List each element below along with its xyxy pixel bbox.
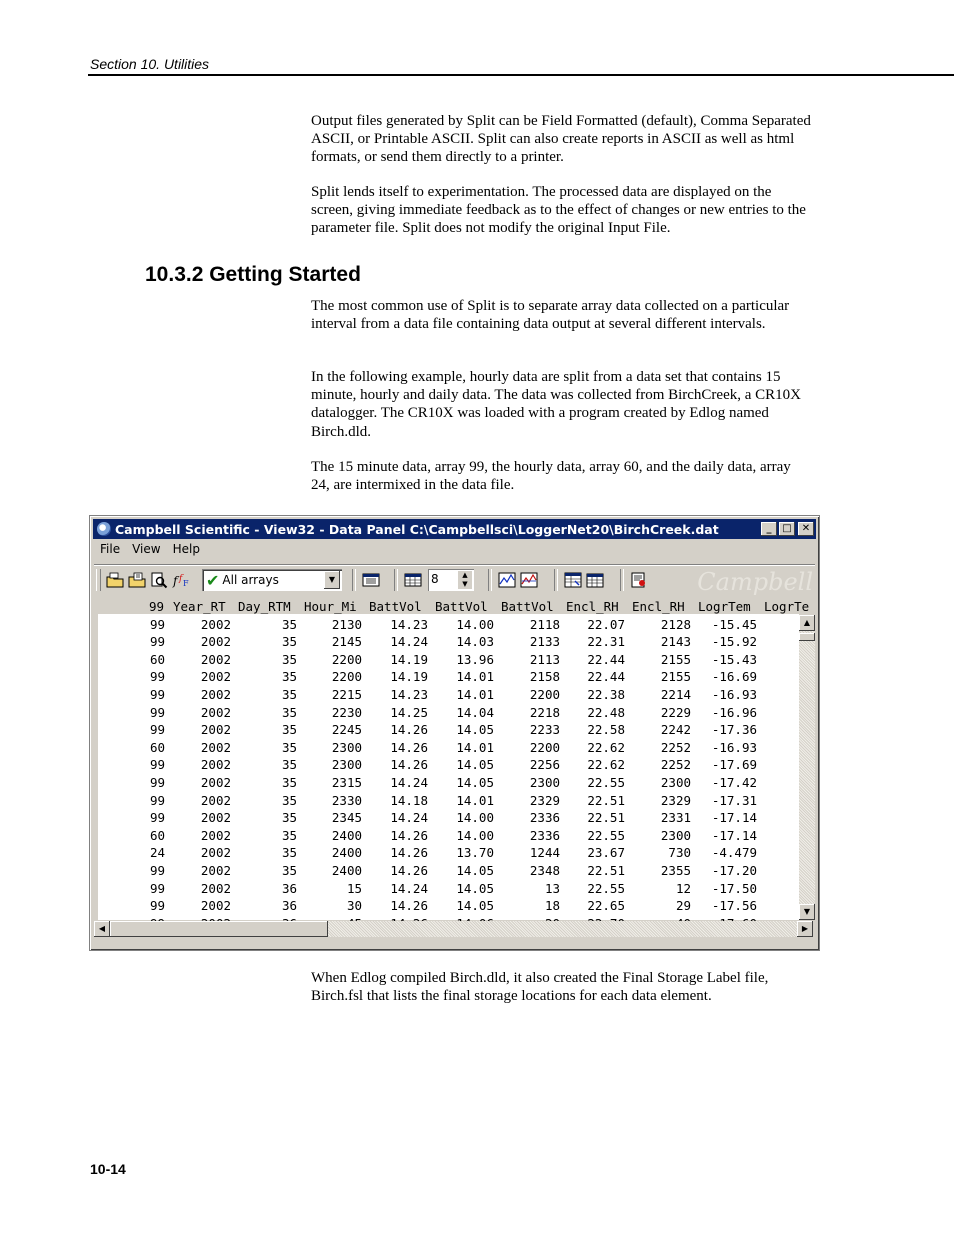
- table-cell: 99: [149, 616, 165, 632]
- table-cell: 99: [149, 686, 165, 702]
- table-cell: 2002: [200, 722, 231, 738]
- table-cell: 14.26: [390, 722, 428, 738]
- table-cell: -15.45: [711, 616, 757, 632]
- table-cell: 14.26: [390, 845, 428, 861]
- table-cell: 13.96: [456, 651, 494, 667]
- table-cell: 14.05: [456, 862, 494, 878]
- table-cell: 2400: [331, 862, 362, 878]
- watermark: Campbell: [697, 568, 813, 596]
- function-icon[interactable]: [170, 570, 192, 590]
- table-cell: 22.55: [587, 774, 625, 790]
- table-cell: 35: [281, 862, 297, 878]
- section-heading: 10.3.2 Getting Started: [145, 263, 361, 286]
- table-cell: 2002: [200, 774, 231, 790]
- table-cell: 35: [281, 845, 297, 861]
- column-header[interactable]: Encl_RH: [566, 599, 619, 614]
- table-row: [98, 739, 799, 757]
- table-cell: 2002: [200, 862, 231, 878]
- table-cell: 30: [346, 898, 362, 914]
- toolbar-grip[interactable]: [96, 569, 101, 591]
- table-cell: 99: [149, 757, 165, 773]
- table-cell: 2329: [660, 792, 691, 808]
- table-row: [98, 651, 799, 669]
- table-cell: 2233: [529, 722, 560, 738]
- table-cell: 2245: [331, 722, 362, 738]
- column-header[interactable]: LogrTe: [764, 599, 810, 614]
- table-cell: 35: [281, 757, 297, 773]
- table-row: [98, 880, 799, 898]
- horizontal-scroll-thumb[interactable]: [110, 921, 328, 937]
- table-cell: 2331: [660, 810, 691, 826]
- column-header[interactable]: BattVol: [501, 599, 554, 614]
- table-cell: 2345: [331, 810, 362, 826]
- report-icon[interactable]: [628, 570, 650, 590]
- table-cell: 99: [149, 792, 165, 808]
- table-cell: 2300: [529, 774, 560, 790]
- table-cell: 35: [281, 616, 297, 632]
- table-cell: 2315: [331, 774, 362, 790]
- table-cell: -16.93: [711, 739, 757, 755]
- table-cell: -15.43: [711, 651, 757, 667]
- title-bar[interactable]: [93, 519, 816, 539]
- table-cell: 14.26: [390, 898, 428, 914]
- column-header[interactable]: BattVol: [369, 599, 422, 614]
- table-cell: 2218: [529, 704, 560, 720]
- column-header[interactable]: Encl_RH: [632, 599, 685, 614]
- table-cell: 2330: [331, 792, 362, 808]
- table-cell: 14.26: [390, 862, 428, 878]
- menu-help[interactable]: Help: [172, 542, 200, 556]
- table-cell: 1244: [529, 845, 560, 861]
- table-cell: 2336: [529, 810, 560, 826]
- table-cell: 2215: [331, 686, 362, 702]
- table-row: [98, 897, 799, 915]
- table-cell: 2133: [529, 634, 560, 650]
- table-cell: 35: [281, 686, 297, 702]
- table-cell: 2355: [660, 862, 691, 878]
- vertical-scroll-thumb[interactable]: [799, 633, 815, 641]
- svg-text:F: F: [183, 579, 189, 588]
- table-cell: 35: [281, 704, 297, 720]
- table-cell: 2252: [660, 739, 691, 755]
- table-cell: 35: [281, 774, 297, 790]
- table-cell: 2002: [200, 880, 231, 896]
- table-cell: 35: [281, 792, 297, 808]
- array-select[interactable]: [202, 569, 342, 591]
- table-cell: 22.51: [587, 862, 625, 878]
- table-cell: 2214: [660, 686, 691, 702]
- scroll-down-icon[interactable]: ▼: [799, 904, 815, 920]
- vertical-scrollbar[interactable]: [799, 615, 815, 920]
- paragraph-experimentation: Split lends itself to experimentation. The processed data are displayed on the screen, giving immediate feedback as to the effect of changes or new entries to the parameter file. Split does not modify the original Input File.: [311, 184, 806, 237]
- table-icon[interactable]: [562, 570, 584, 590]
- table-row: [98, 792, 799, 810]
- table-cell: 2242: [660, 722, 691, 738]
- table-cell: 14.26: [390, 757, 428, 773]
- table-cell: -17.56: [711, 898, 757, 914]
- header-rule: [88, 74, 954, 76]
- table-cell: 14.05: [456, 898, 494, 914]
- table-cell: 2002: [200, 616, 231, 632]
- table-cell: 22.65: [587, 898, 625, 914]
- app-icon[interactable]: [97, 522, 111, 536]
- table-cell: 14.26: [390, 739, 428, 755]
- toolbar-separator: [488, 569, 492, 591]
- table-cell: 14.26: [390, 827, 428, 843]
- table-cell: 14.23: [390, 686, 428, 702]
- table-cell: -17.36: [711, 722, 757, 738]
- table-cell: 22.48: [587, 704, 625, 720]
- table-cell: 22.51: [587, 792, 625, 808]
- column-header[interactable]: BattVol: [435, 599, 488, 614]
- table-cell: 2145: [331, 634, 362, 650]
- table-cell: 2300: [331, 757, 362, 773]
- toolbar-separator: [394, 569, 398, 591]
- table-cell: 14.05: [456, 757, 494, 773]
- spin-input[interactable]: [428, 569, 474, 591]
- table-cell: -17.14: [711, 810, 757, 826]
- table-cell: 2002: [200, 651, 231, 667]
- table-cell: -16.96: [711, 704, 757, 720]
- table-cell: -4.479: [711, 845, 757, 861]
- table-cell: 13: [544, 880, 560, 896]
- table-cell: 14.24: [390, 880, 428, 896]
- table-cell: 2300: [660, 774, 691, 790]
- paragraph-example: In the following example, hourly data are split from a data set that contains 15 minute, hourly and daily data. The data was collected from BirchCreek, a CR10X datalogger. The CR10X was loaded with a program created by Edlog named Birch.dld.: [311, 369, 801, 440]
- column-view-icon[interactable]: [360, 570, 382, 590]
- menu-file[interactable]: File: [100, 542, 121, 556]
- table-cell: 35: [281, 651, 297, 667]
- table-cell: 14.19: [390, 651, 428, 667]
- maximize-button[interactable]: □: [779, 522, 795, 536]
- table-cell: 2200: [331, 651, 362, 667]
- table-cell: 2158: [529, 669, 560, 685]
- table-cell: 35: [281, 739, 297, 755]
- table-row: [98, 809, 799, 827]
- column-header[interactable]: Hour_Mi: [304, 599, 357, 614]
- table-cell: 99: [149, 669, 165, 685]
- table-cell: 2002: [200, 845, 231, 861]
- table-cell: 22.44: [587, 651, 625, 667]
- table-cell: 14.01: [456, 739, 494, 755]
- table-cell: 99: [149, 634, 165, 650]
- minimize-button[interactable]: _: [761, 522, 777, 536]
- table-options-icon[interactable]: [584, 570, 606, 590]
- table-cell: 14.00: [456, 827, 494, 843]
- table-cell: 2002: [200, 686, 231, 702]
- column-header[interactable]: Year_RT: [173, 599, 226, 614]
- array-select-value: All arrays: [222, 573, 279, 587]
- table-row: [98, 827, 799, 845]
- table-cell: 2113: [529, 651, 560, 667]
- table-cell: 35: [281, 827, 297, 843]
- table-cell: 60: [149, 651, 165, 667]
- table-cell: 2329: [529, 792, 560, 808]
- table-cell: 22.07: [587, 616, 625, 632]
- table-cell: 2143: [660, 634, 691, 650]
- table-cell: 22.38: [587, 686, 625, 702]
- table-cell: 36: [281, 880, 297, 896]
- scroll-right-icon[interactable]: ▶: [797, 921, 813, 937]
- paragraph-common-use: The most common use of Split is to separate array data collected on a particular interval from a data file containing data output at several different intervals.: [311, 298, 790, 333]
- table-cell: 2002: [200, 810, 231, 826]
- table-cell: 14.24: [390, 634, 428, 650]
- table-cell: 2002: [200, 898, 231, 914]
- spin-value: 8: [431, 572, 439, 586]
- table-cell: 730: [668, 845, 691, 861]
- table-cell: 2200: [331, 669, 362, 685]
- table-row: [98, 774, 799, 792]
- table-cell: 14.23: [390, 616, 428, 632]
- table-cell: 2118: [529, 616, 560, 632]
- toolbar-separator: [620, 569, 624, 591]
- table-cell: 22.55: [587, 880, 625, 896]
- table-cell: 23.67: [587, 845, 625, 861]
- table-cell: 14.18: [390, 792, 428, 808]
- table-cell: -17.69: [711, 757, 757, 773]
- table-cell: 14.24: [390, 774, 428, 790]
- svg-text:f: f: [173, 574, 178, 588]
- table-cell: 22.44: [587, 669, 625, 685]
- table-cell: 2155: [660, 669, 691, 685]
- table-cell: 12: [675, 880, 691, 896]
- open-file-icon[interactable]: [126, 570, 148, 590]
- svg-text:f: f: [179, 574, 183, 584]
- table-cell: 2256: [529, 757, 560, 773]
- table-row: [98, 616, 799, 634]
- table-cell: 99: [149, 704, 165, 720]
- column-header[interactable]: Day_RTM: [238, 599, 291, 614]
- table-cell: 2200: [529, 739, 560, 755]
- table-cell: 99: [149, 774, 165, 790]
- table-cell: 14.00: [456, 810, 494, 826]
- scroll-left-icon[interactable]: ◀: [94, 921, 110, 937]
- table-cell: 35: [281, 669, 297, 685]
- data-panel-window: [89, 515, 820, 951]
- table-cell: 22.58: [587, 722, 625, 738]
- graph-two-icon[interactable]: [518, 570, 540, 590]
- table-cell: 2252: [660, 757, 691, 773]
- table-cell: 22.55: [587, 827, 625, 843]
- table-cell: 2200: [529, 686, 560, 702]
- section-header: Section 10. Utilities: [90, 56, 210, 72]
- table-cell: 35: [281, 634, 297, 650]
- table-cell: 35: [281, 722, 297, 738]
- table-cell: 2128: [660, 616, 691, 632]
- table-cell: 2002: [200, 634, 231, 650]
- table-cell: -17.31: [711, 792, 757, 808]
- table-cell: 60: [149, 827, 165, 843]
- calendar-icon[interactable]: [402, 570, 424, 590]
- table-cell: 2229: [660, 704, 691, 720]
- paragraph-arrays: The 15 minute data, array 99, the hourly data, array 60, and the daily data, array 24, are intermixed in the data file.: [311, 459, 791, 494]
- table-cell: 99: [149, 810, 165, 826]
- table-cell: 14.03: [456, 634, 494, 650]
- menu-view[interactable]: View: [132, 542, 161, 556]
- horizontal-scrollbar[interactable]: [94, 921, 813, 937]
- check-icon: ✔: [206, 570, 220, 590]
- close-button[interactable]: ✕: [798, 522, 814, 536]
- scroll-up-icon[interactable]: ▲: [799, 615, 815, 631]
- table-cell: 14.24: [390, 810, 428, 826]
- table-cell: -17.14: [711, 827, 757, 843]
- table-cell: -17.42: [711, 774, 757, 790]
- table-cell: 2348: [529, 862, 560, 878]
- table-cell: 2336: [529, 827, 560, 843]
- table-cell: -15.92: [711, 634, 757, 650]
- table-row: [98, 721, 799, 739]
- table-cell: 14.01: [456, 669, 494, 685]
- table-cell: 99: [149, 722, 165, 738]
- table-cell: -17.50: [711, 880, 757, 896]
- table-cell: 36: [281, 898, 297, 914]
- table-cell: 15: [346, 880, 362, 896]
- table-cell: 2002: [200, 827, 231, 843]
- toolbar-separator: [352, 569, 356, 591]
- table-cell: 24: [149, 845, 165, 861]
- table-cell: 2002: [200, 669, 231, 685]
- table-cell: 2300: [660, 827, 691, 843]
- table-row: [98, 686, 799, 704]
- table-cell: 2002: [200, 792, 231, 808]
- table-cell: 22.62: [587, 739, 625, 755]
- table-cell: 22.62: [587, 757, 625, 773]
- chevron-down-icon[interactable]: ▼: [324, 571, 340, 589]
- table-row: [98, 704, 799, 722]
- table-cell: -16.93: [711, 686, 757, 702]
- menu-bar: [94, 541, 206, 559]
- table-cell: 2400: [331, 845, 362, 861]
- table-cell: -17.20: [711, 862, 757, 878]
- table-cell: 2155: [660, 651, 691, 667]
- table-cell: 14.05: [456, 774, 494, 790]
- table-cell: 99: [149, 880, 165, 896]
- table-cell: 2230: [331, 704, 362, 720]
- data-grid[interactable]: [98, 598, 810, 920]
- toolbar-separator: [554, 569, 558, 591]
- table-cell: 22.31: [587, 634, 625, 650]
- window-title: Campbell Scientific - View32 - Data Panel C:\Campbellsci\LoggerNet20\BirchCreek.dat: [115, 521, 719, 537]
- table-cell: 14.19: [390, 669, 428, 685]
- table-cell: -16.69: [711, 669, 757, 685]
- table-cell: 14.05: [456, 722, 494, 738]
- table-cell: 2002: [200, 739, 231, 755]
- toolbar: [94, 564, 815, 595]
- table-row: [98, 844, 799, 862]
- column-header[interactable]: 99: [149, 599, 165, 614]
- table-cell: 13.70: [456, 845, 494, 861]
- table-cell: 14.01: [456, 686, 494, 702]
- spin-buttons[interactable]: ▲ ▼: [458, 571, 472, 589]
- table-cell: 18: [544, 898, 560, 914]
- table-row: [98, 862, 799, 880]
- table-cell: 14.01: [456, 792, 494, 808]
- table-cell: 14.05: [456, 880, 494, 896]
- graph-icon[interactable]: [496, 570, 518, 590]
- table-cell: 14.25: [390, 704, 428, 720]
- table-row: [98, 633, 799, 651]
- paragraph-output-files: Output files generated by Split can be Field Formatted (default), Comma Separated ASCII, or Printable ASCII. Split can also create reports in ASCII as well as html formats, or send them directly to a printer.: [311, 113, 811, 166]
- table-cell: 2002: [200, 704, 231, 720]
- paragraph-fsl: When Edlog compiled Birch.dld, it also created the Final Storage Label file, Birch.fsl that lists the final storage locations for each data element.: [311, 970, 769, 1005]
- table-cell: 2002: [200, 757, 231, 773]
- table-cell: 99: [149, 898, 165, 914]
- table-cell: 14.00: [456, 616, 494, 632]
- open-folder-icon[interactable]: [104, 570, 126, 590]
- page-number: 10-14: [90, 1161, 126, 1177]
- table-cell: 2130: [331, 616, 362, 632]
- table-row: [98, 668, 799, 686]
- table-row: [98, 756, 799, 774]
- print-preview-icon[interactable]: [148, 570, 170, 590]
- column-header[interactable]: LogrTem: [698, 599, 751, 614]
- table-cell: 99: [149, 862, 165, 878]
- table-cell: 35: [281, 810, 297, 826]
- table-cell: 22.51: [587, 810, 625, 826]
- table-cell: 29: [675, 898, 691, 914]
- table-cell: 2400: [331, 827, 362, 843]
- table-cell: 14.04: [456, 704, 494, 720]
- table-cell: 2300: [331, 739, 362, 755]
- table-cell: 60: [149, 739, 165, 755]
